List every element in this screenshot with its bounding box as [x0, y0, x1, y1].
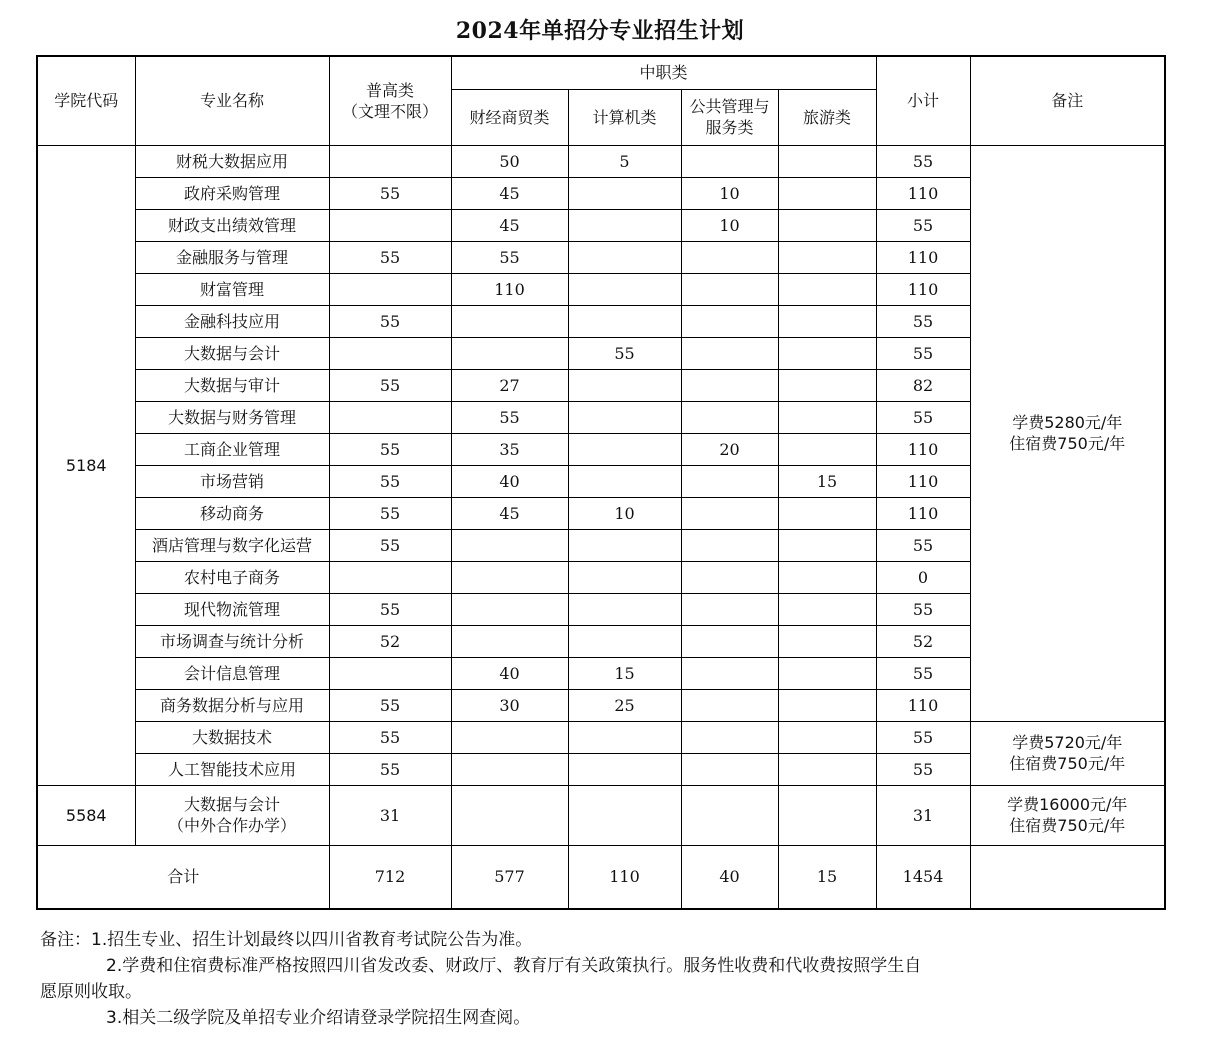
finance-count: 110 [451, 273, 568, 305]
major-name: 现代物流管理 [135, 593, 329, 625]
subtotal-count: 55 [876, 657, 970, 689]
general-count: 55 [329, 753, 451, 785]
tourism-count [778, 561, 876, 593]
header-major-name: 专业名称 [135, 56, 329, 145]
computer-count [568, 785, 681, 845]
subtotal-count: 110 [876, 177, 970, 209]
computer-count: 55 [568, 337, 681, 369]
public-count [681, 753, 778, 785]
general-count [329, 209, 451, 241]
tourism-count [778, 209, 876, 241]
finance-count [451, 305, 568, 337]
major-name: 财政支出绩效管理 [135, 209, 329, 241]
tourism-count [778, 657, 876, 689]
public-count [681, 721, 778, 753]
subtotal-count: 31 [876, 785, 970, 845]
subtotal-count: 55 [876, 145, 970, 177]
tourism-count [778, 721, 876, 753]
subtotal-count: 0 [876, 561, 970, 593]
finance-count: 55 [451, 401, 568, 433]
computer-count [568, 433, 681, 465]
computer-count [568, 721, 681, 753]
general-count [329, 145, 451, 177]
tourism-count [778, 785, 876, 845]
enrollment-plan-table [36, 55, 1166, 910]
remarks-fee-a-line2: 住宿费750元/年 [1009, 434, 1126, 453]
major-name: 政府采购管理 [135, 177, 329, 209]
subtotal-count: 110 [876, 465, 970, 497]
public-count [681, 529, 778, 561]
finance-count: 45 [451, 177, 568, 209]
major-name: 商务数据分析与应用 [135, 689, 329, 721]
tourism-count [778, 241, 876, 273]
tourism-count [778, 305, 876, 337]
public-count [681, 465, 778, 497]
public-count [681, 401, 778, 433]
major-name: 金融服务与管理 [135, 241, 329, 273]
total-tourism: 15 [778, 845, 876, 909]
subtotal-count: 55 [876, 305, 970, 337]
general-count [329, 561, 451, 593]
finance-count: 45 [451, 497, 568, 529]
finance-count: 50 [451, 145, 568, 177]
tourism-count: 15 [778, 465, 876, 497]
remarks-fee-a [970, 145, 1165, 721]
subtotal-count: 55 [876, 721, 970, 753]
subtotal-count: 110 [876, 689, 970, 721]
tourism-count [778, 145, 876, 177]
computer-count [568, 529, 681, 561]
total-finance: 577 [451, 845, 568, 909]
public-count [681, 625, 778, 657]
general-count: 55 [329, 177, 451, 209]
header-subtotal: 小计 [876, 56, 970, 145]
public-count [681, 593, 778, 625]
total-general: 712 [329, 845, 451, 909]
tourism-count [778, 337, 876, 369]
general-count: 31 [329, 785, 451, 845]
public-count [681, 241, 778, 273]
computer-count [568, 305, 681, 337]
header-vocational-group: 中职类 [451, 56, 876, 89]
public-count [681, 657, 778, 689]
computer-count [568, 561, 681, 593]
general-count: 55 [329, 305, 451, 337]
subtotal-count: 55 [876, 529, 970, 561]
major-name: 大数据与财务管理 [135, 401, 329, 433]
page-title: 2024年单招分专业招生计划 [455, 18, 745, 44]
header-general [329, 56, 451, 145]
public-count [681, 497, 778, 529]
header-public-line2: 服务类 [705, 118, 754, 137]
computer-count [568, 593, 681, 625]
computer-count [568, 209, 681, 241]
public-count [681, 273, 778, 305]
table-row [37, 145, 1165, 177]
general-count [329, 337, 451, 369]
total-row [37, 845, 1165, 909]
major-name: 大数据与审计 [135, 369, 329, 401]
remarks-fee-b-line1: 学费5720元/年 [1012, 733, 1123, 752]
subtotal-count: 110 [876, 273, 970, 305]
computer-count: 25 [568, 689, 681, 721]
general-count [329, 657, 451, 689]
finance-count [451, 337, 568, 369]
major-name: 工商企业管理 [135, 433, 329, 465]
computer-count [568, 369, 681, 401]
finance-count: 40 [451, 657, 568, 689]
computer-count: 10 [568, 497, 681, 529]
finance-count [451, 753, 568, 785]
total-subtotal: 1454 [876, 845, 970, 909]
subtotal-count: 55 [876, 337, 970, 369]
general-count: 55 [329, 369, 451, 401]
tourism-count [778, 625, 876, 657]
general-count [329, 401, 451, 433]
total-public: 40 [681, 845, 778, 909]
major-name: 市场营销 [135, 465, 329, 497]
remarks-fee-b-line2: 住宿费750元/年 [1009, 754, 1126, 773]
note-line-1: 备注：1.招生专业、招生计划最终以四川省教育考试院公告为准。 [40, 930, 533, 950]
general-count: 55 [329, 529, 451, 561]
major-name: 移动商务 [135, 497, 329, 529]
total-remarks [970, 845, 1165, 909]
finance-count [451, 529, 568, 561]
major-name [135, 785, 329, 845]
public-count [681, 785, 778, 845]
general-count: 55 [329, 497, 451, 529]
finance-count: 45 [451, 209, 568, 241]
table-row [37, 785, 1165, 845]
major-name-line2: （中外合作办学） [167, 816, 296, 835]
computer-count [568, 753, 681, 785]
tourism-count [778, 177, 876, 209]
header-public-line1: 公共管理与 [689, 97, 770, 116]
tourism-count [778, 497, 876, 529]
major-name: 酒店管理与数字化运营 [135, 529, 329, 561]
subtotal-count: 82 [876, 369, 970, 401]
computer-count [568, 625, 681, 657]
computer-count [568, 401, 681, 433]
general-count [329, 273, 451, 305]
major-name: 大数据与会计 [135, 337, 329, 369]
remarks-fee-a-line1: 学费5280元/年 [1012, 413, 1123, 432]
finance-count: 27 [451, 369, 568, 401]
public-count [681, 561, 778, 593]
finance-count: 30 [451, 689, 568, 721]
major-name: 大数据技术 [135, 721, 329, 753]
general-count: 55 [329, 721, 451, 753]
tourism-count [778, 753, 876, 785]
subtotal-count: 55 [876, 753, 970, 785]
subtotal-count: 55 [876, 593, 970, 625]
total-label: 合计 [37, 845, 329, 909]
major-name: 会计信息管理 [135, 657, 329, 689]
computer-count [568, 465, 681, 497]
finance-count [451, 625, 568, 657]
remarks-fee-c-line2: 住宿费750元/年 [1009, 816, 1126, 835]
general-count: 55 [329, 433, 451, 465]
public-count [681, 369, 778, 401]
public-count: 10 [681, 209, 778, 241]
major-name-line1: 大数据与会计 [183, 795, 280, 814]
notes-section [40, 927, 1180, 1031]
finance-count: 40 [451, 465, 568, 497]
subtotal-count: 110 [876, 241, 970, 273]
header-remarks: 备注 [970, 56, 1165, 145]
tourism-count [778, 593, 876, 625]
tourism-count [778, 273, 876, 305]
header-general-line1: 普高类 [365, 80, 414, 100]
tourism-count [778, 529, 876, 561]
remarks-fee-c [970, 785, 1165, 845]
header-public [681, 89, 778, 145]
note-line-2-cont: 愿原则收取。 [40, 982, 142, 1002]
finance-count [451, 593, 568, 625]
general-count: 55 [329, 465, 451, 497]
major-name: 财富管理 [135, 273, 329, 305]
major-name: 金融科技应用 [135, 305, 329, 337]
tourism-count [778, 689, 876, 721]
computer-count [568, 273, 681, 305]
public-count [681, 145, 778, 177]
note-line-2: 2.学费和住宿费标准严格按照四川省发改委、财政厅、教育厅有关政策执行。服务性收费和代收费按照学生自 [106, 956, 922, 976]
header-finance: 财经商贸类 [451, 89, 568, 145]
header-computer: 计算机类 [568, 89, 681, 145]
general-count: 55 [329, 593, 451, 625]
note-line-3: 3.相关二级学院及单招专业介绍请登录学院招生网查阅。 [106, 1008, 531, 1028]
major-name: 农村电子商务 [135, 561, 329, 593]
finance-count [451, 721, 568, 753]
tourism-count [778, 433, 876, 465]
header-college-code: 学院代码 [37, 56, 135, 145]
finance-count: 55 [451, 241, 568, 273]
tourism-count [778, 401, 876, 433]
computer-count [568, 177, 681, 209]
subtotal-count: 110 [876, 497, 970, 529]
table-row [37, 721, 1165, 753]
remarks-fee-c-line1: 学费16000元/年 [1007, 795, 1128, 814]
finance-count [451, 561, 568, 593]
public-count [681, 689, 778, 721]
public-count: 10 [681, 177, 778, 209]
finance-count: 35 [451, 433, 568, 465]
computer-count: 15 [568, 657, 681, 689]
general-count: 52 [329, 625, 451, 657]
major-name: 人工智能技术应用 [135, 753, 329, 785]
subtotal-count: 52 [876, 625, 970, 657]
college-code-cell: 5184 [37, 145, 135, 785]
subtotal-count: 55 [876, 209, 970, 241]
major-name: 市场调查与统计分析 [135, 625, 329, 657]
public-count [681, 337, 778, 369]
general-count: 55 [329, 689, 451, 721]
college-code-cell: 5584 [37, 785, 135, 845]
finance-count [451, 785, 568, 845]
tourism-count [778, 369, 876, 401]
header-general-line2: （文理不限） [341, 101, 438, 121]
public-count [681, 305, 778, 337]
subtotal-count: 110 [876, 433, 970, 465]
public-count: 20 [681, 433, 778, 465]
subtotal-count: 55 [876, 401, 970, 433]
remarks-fee-b [970, 721, 1165, 785]
total-computer: 110 [568, 845, 681, 909]
header-tourism: 旅游类 [778, 89, 876, 145]
major-name: 财税大数据应用 [135, 145, 329, 177]
computer-count: 5 [568, 145, 681, 177]
computer-count [568, 241, 681, 273]
general-count: 55 [329, 241, 451, 273]
